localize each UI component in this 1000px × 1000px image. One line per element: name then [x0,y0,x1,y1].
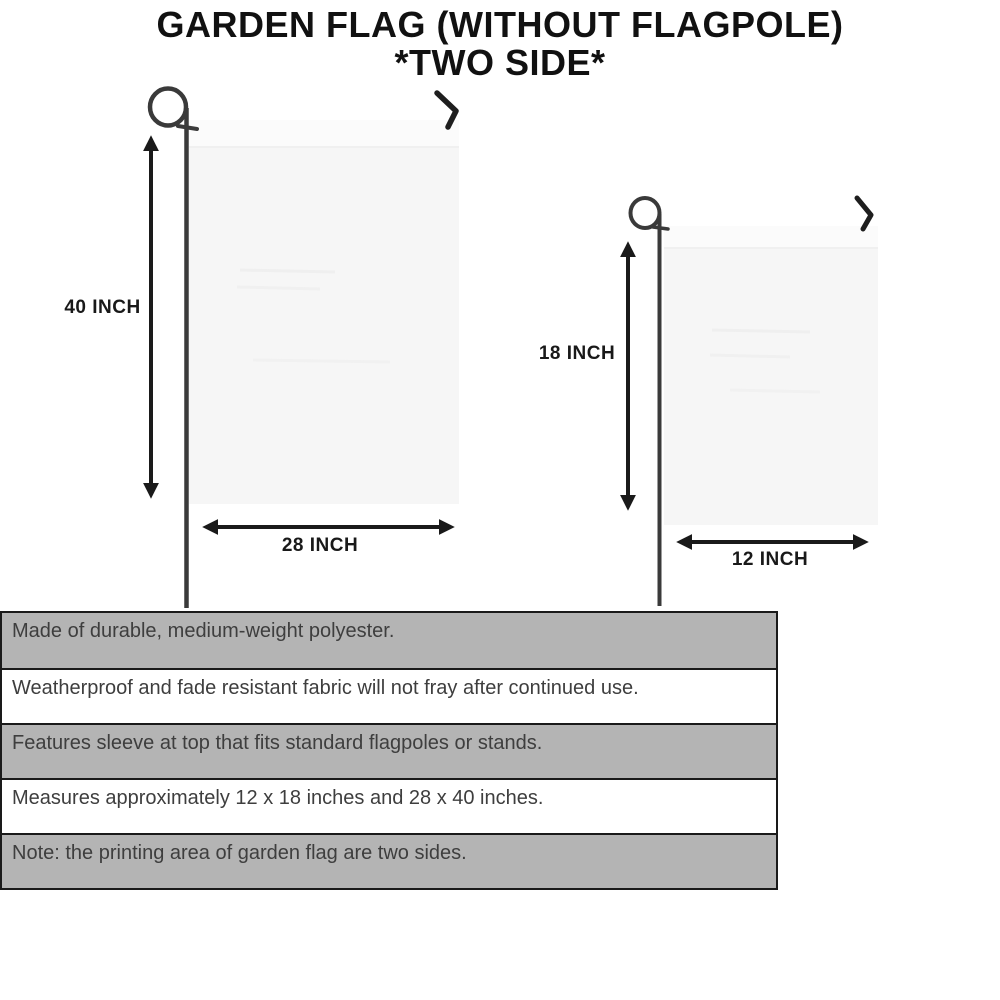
feature-row-note: Note: the printing area of garden flag are two sides. [2,833,776,888]
small-flag-height-label: 18 INCH [538,343,616,364]
large-flag-height-label: 40 INCH [64,297,141,318]
fabric-crease [730,390,820,392]
small-flag-pole-loop [631,198,660,228]
title-line-2: *TWO SIDE* [394,42,606,83]
large-flag-group [150,89,459,609]
large-flag-sleeve [189,120,459,147]
feature-row-material: Made of durable, medium-weight polyester. [2,613,776,668]
small-flag-pole-loop-end [653,227,668,229]
fabric-crease [240,270,335,272]
large-flag-width-label: 28 INCH [281,535,359,556]
fabric-crease [253,360,390,362]
large-flag-pole-loop [150,89,186,126]
small-flag-hook-icon [857,198,871,229]
title-line-1: GARDEN FLAG (WITHOUT FLAGPOLE) [156,4,844,45]
feature-row-weatherproof: Weatherproof and fade resistant fabric will not fray after continued use. [2,668,776,723]
small-flag-panel [664,226,878,525]
fabric-crease [237,287,320,289]
small-flag-width-label: 12 INCH [731,549,809,570]
small-flag-sleeve [664,226,878,248]
fabric-crease [710,355,790,357]
feature-row-sleeve: Features sleeve at top that fits standard flagpoles or stands. [2,723,776,778]
features-table [0,611,778,890]
small-flag-group [628,198,878,606]
fabric-crease [712,330,810,332]
large-flag-panel [189,120,459,504]
feature-row-measures: Measures approximately 12 x 18 inches and 28 x 40 inches. [2,778,776,833]
